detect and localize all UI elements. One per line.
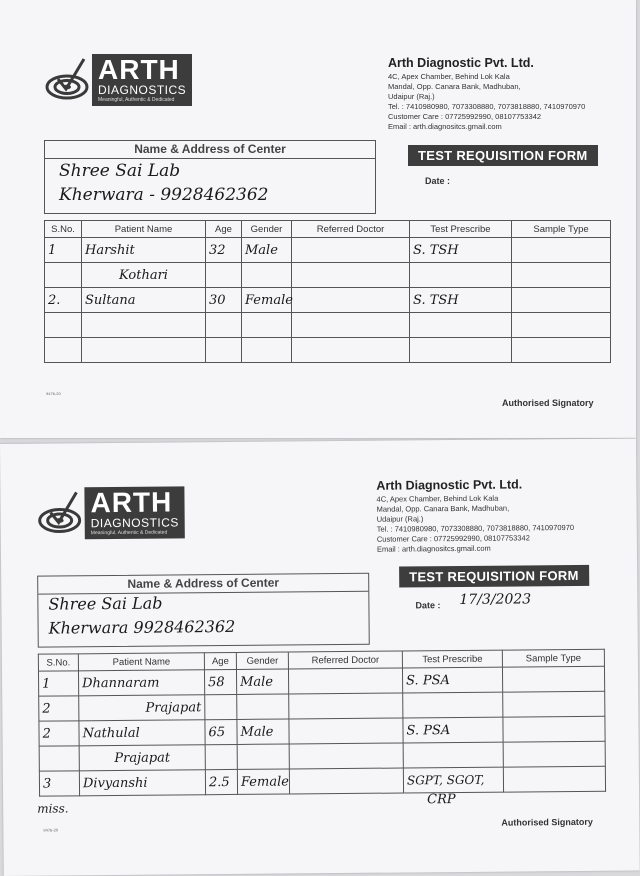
cell-sample-type xyxy=(503,741,605,767)
cell-gender: Female xyxy=(242,288,292,313)
cell-patient-name: Kothari xyxy=(82,263,206,288)
cell-age xyxy=(206,338,242,363)
date-value: 17/3/2023 xyxy=(459,591,532,608)
address-line-3: Udaipur (Raj.) xyxy=(376,514,424,524)
date-label: Date : xyxy=(425,176,451,186)
cell-referred-doctor xyxy=(292,313,410,338)
col-patient-name: Patient Name xyxy=(78,653,204,671)
logo-emblem-icon xyxy=(44,57,90,103)
cell-referred-doctor xyxy=(292,338,410,363)
logo-tagline: Meaningful, Authentic & Dedicated xyxy=(90,529,168,537)
email: Email : arth.diagnositcs.gmail.com xyxy=(376,543,491,554)
col-referred-doctor: Referred Doctor xyxy=(292,221,410,238)
table-row xyxy=(45,263,611,288)
cell-sno: 2. xyxy=(45,288,82,313)
cell-gender: Male xyxy=(237,719,289,744)
cell-gender: Male xyxy=(242,238,292,263)
address-line-3: Udaipur (Raj.) xyxy=(388,92,435,101)
cell-sno: 3 xyxy=(39,771,79,796)
cell-sample-type xyxy=(512,238,611,263)
cell-gender: Male xyxy=(236,669,288,694)
address-line-2: Mandal, Opp. Canara Bank, Madhuban, xyxy=(388,82,521,91)
cell-age xyxy=(206,313,242,338)
cell-gender xyxy=(242,263,292,288)
cell-referred-doctor xyxy=(292,263,410,288)
cell-test-prescribe xyxy=(410,313,512,338)
extra-test-note: CRP xyxy=(427,792,456,808)
cell-age: 58 xyxy=(204,669,236,694)
cell-sample-type xyxy=(503,691,605,717)
cell-patient-name xyxy=(82,313,206,338)
cell-patient-name xyxy=(82,338,206,363)
cell-referred-doctor xyxy=(292,288,410,313)
cell-test-prescribe xyxy=(410,338,512,363)
center-box xyxy=(44,140,376,214)
cell-referred-doctor xyxy=(289,743,403,769)
col-referred-doctor: Referred Doctor xyxy=(288,651,402,669)
company-logo xyxy=(36,486,185,539)
col-sample-type: Sample Type xyxy=(502,649,604,667)
cell-sno: 2 xyxy=(39,696,79,721)
table-row xyxy=(45,288,611,313)
cell-patient-name: Dhannaram xyxy=(78,670,204,696)
cell-sno xyxy=(45,338,82,363)
cell-referred-doctor xyxy=(289,718,403,744)
form-code: 9476-20 xyxy=(43,827,59,833)
table-row xyxy=(39,766,605,796)
cell-test-prescribe: S. PSA xyxy=(403,717,503,743)
address-line-1: 4C, Apex Chamber, Behind Lok Kala xyxy=(376,493,499,504)
patient-table xyxy=(44,220,611,363)
logo-tagline: Meaningful, Authentic & Dedicated xyxy=(98,97,175,103)
cell-sno: 1 xyxy=(45,238,82,263)
cell-age xyxy=(206,263,242,288)
company-info xyxy=(376,475,574,555)
patient-table xyxy=(38,649,606,797)
col-sample-type: Sample Type xyxy=(512,221,611,238)
cell-age xyxy=(205,744,237,769)
requisition-form-1 xyxy=(0,0,636,438)
patient-prefix-note: miss. xyxy=(37,801,69,816)
center-name: Shree Sai Lab xyxy=(48,593,163,614)
email: Email : arth.diagnositcs.gmail.com xyxy=(388,122,502,131)
cell-referred-doctor xyxy=(289,768,403,794)
form-title-banner: TEST REQUISITION FORM xyxy=(399,565,589,588)
logo-brand xyxy=(84,486,185,539)
logo-sub: DIAGNOSTICS xyxy=(90,515,179,531)
table-row xyxy=(45,338,611,363)
cell-test-prescribe: S. TSH xyxy=(410,288,512,313)
cell-sno xyxy=(45,263,82,288)
cell-sample-type xyxy=(503,766,605,792)
cell-patient-name: Divyanshi xyxy=(79,770,205,796)
col-gender: Gender xyxy=(236,652,288,669)
center-box xyxy=(37,573,370,648)
cell-sample-type xyxy=(512,338,611,363)
center-address: Kherwara 9928462362 xyxy=(48,616,236,638)
cell-sample-type xyxy=(512,288,611,313)
cell-referred-doctor xyxy=(289,693,403,719)
col-test-prescribe: Test Prescribe xyxy=(410,221,512,238)
requisition-form-2 xyxy=(0,438,640,876)
cell-gender: Female xyxy=(237,769,289,794)
cell-sno: 2 xyxy=(39,721,79,746)
cell-patient-name: Prajapat xyxy=(79,745,205,771)
col-age: Age xyxy=(206,221,242,238)
company-name: Arth Diagnostic Pvt. Ltd. xyxy=(388,56,534,70)
table-header-row xyxy=(45,221,611,238)
col-test-prescribe: Test Prescribe xyxy=(402,650,502,668)
center-address: Kherwara - 9928462362 xyxy=(59,185,269,205)
cell-age: 32 xyxy=(206,238,242,263)
center-title: Name & Address of Center xyxy=(38,574,368,595)
cell-test-prescribe xyxy=(410,263,512,288)
cell-sno xyxy=(45,313,82,338)
customer-care: Customer Care : 07725992990, 08107753342 xyxy=(376,533,530,544)
company-logo xyxy=(44,54,192,106)
cell-age: 65 xyxy=(205,719,237,744)
logo-brand xyxy=(92,54,192,106)
col-sno: S.No. xyxy=(38,654,78,671)
cell-patient-name: Nathulal xyxy=(79,720,205,746)
cell-test-prescribe xyxy=(403,742,503,768)
cell-gender xyxy=(237,744,289,769)
col-gender: Gender xyxy=(242,221,292,238)
address-line-2: Mandal, Opp. Canara Bank, Madhuban, xyxy=(376,503,510,514)
authorised-signatory: Authorised Signatory xyxy=(501,816,593,828)
cell-referred-doctor xyxy=(292,238,410,263)
cell-patient-name: Sultana xyxy=(82,288,206,313)
cell-sample-type xyxy=(512,313,611,338)
cell-referred-doctor xyxy=(288,668,402,694)
cell-patient-name: Prajapat xyxy=(79,695,205,721)
telephone: Tel. : 7410980980, 7073308880, 7073818880, 7410970970 xyxy=(376,522,575,534)
cell-sample-type xyxy=(512,263,611,288)
authorised-signatory: Authorised Signatory xyxy=(502,398,594,408)
cell-age xyxy=(205,694,237,719)
cell-test-prescribe: SGPT, SGOT, xyxy=(403,767,503,793)
table-row xyxy=(45,238,611,263)
form-title-banner: TEST REQUISITION FORM xyxy=(408,145,598,166)
cell-sno xyxy=(39,746,79,771)
cell-test-prescribe xyxy=(403,692,503,718)
center-title: Name & Address of Center xyxy=(45,141,375,159)
cell-age: 30 xyxy=(206,288,242,313)
cell-patient-name: Harshit xyxy=(82,238,206,263)
cell-gender xyxy=(237,694,289,719)
cell-test-prescribe: S. TSH xyxy=(410,238,512,263)
cell-sample-type xyxy=(502,666,604,692)
logo-emblem-icon xyxy=(36,490,82,536)
col-age: Age xyxy=(204,652,236,669)
col-sno: S.No. xyxy=(45,221,82,238)
cell-age: 2.5 xyxy=(205,769,237,794)
cell-gender xyxy=(242,313,292,338)
cell-gender xyxy=(242,338,292,363)
logo-main: ARTH xyxy=(90,486,173,519)
cell-sno: 1 xyxy=(38,671,78,696)
col-patient-name: Patient Name xyxy=(82,221,206,238)
center-name: Shree Sai Lab xyxy=(59,161,181,181)
logo-sub: DIAGNOSTICS xyxy=(98,83,187,97)
company-info xyxy=(388,54,585,132)
date-label: Date : xyxy=(415,600,441,611)
form-code: 9476-20 xyxy=(46,391,61,396)
cell-sample-type xyxy=(503,716,605,742)
cell-test-prescribe: S. PSA xyxy=(402,667,502,693)
telephone: Tel. : 7410980980, 7073308880, 7073818880, 7410970970 xyxy=(388,102,586,111)
address-line-1: 4C, Apex Chamber, Behind Lok Kala xyxy=(388,72,510,81)
customer-care: Customer Care : 07725992990, 08107753342 xyxy=(388,112,542,121)
company-name: Arth Diagnostic Pvt. Ltd. xyxy=(376,477,523,493)
logo-main: ARTH xyxy=(98,54,180,85)
table-row xyxy=(45,313,611,338)
